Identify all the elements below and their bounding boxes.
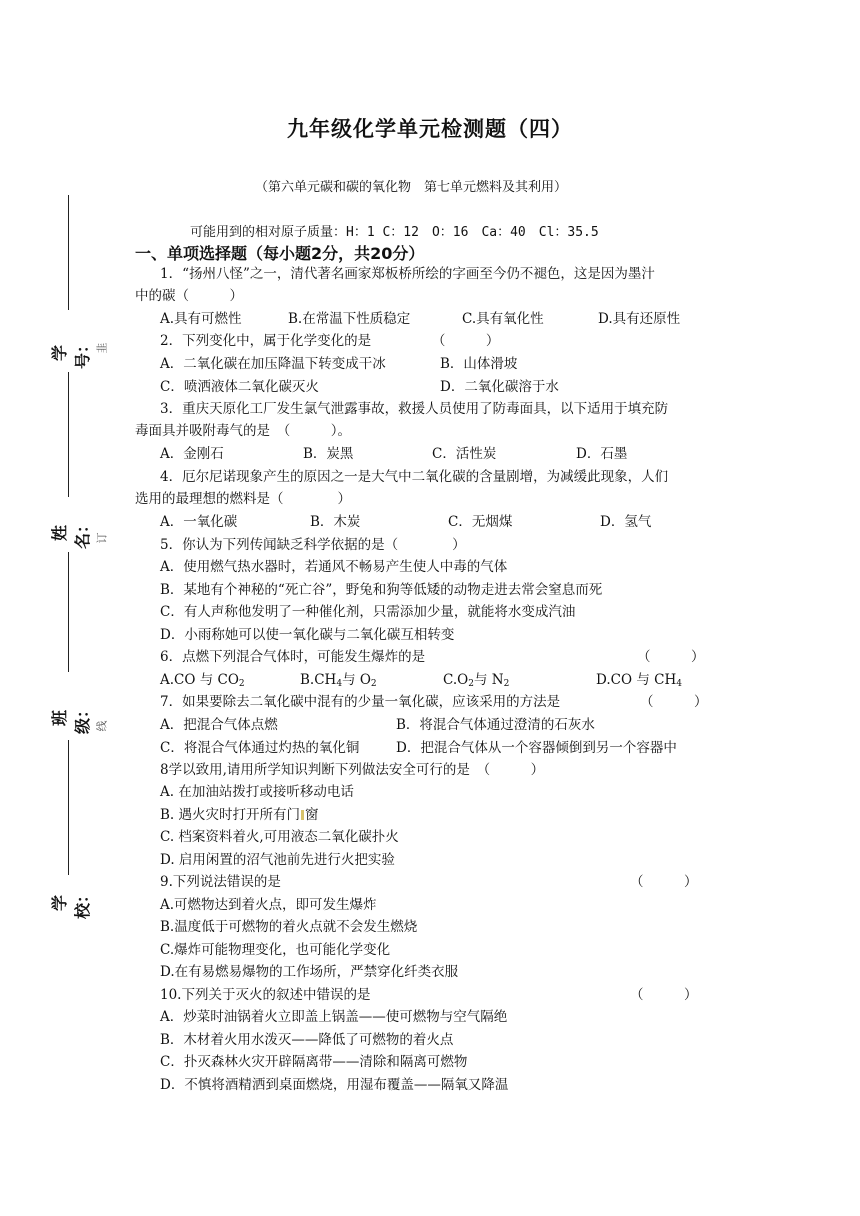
- margin-mark-1: 韭: [95, 342, 109, 354]
- q6-option-b-sub2: 2: [370, 679, 377, 689]
- q10-option-c: C．扑灭森林火灾开辟隔离带——清除和隔离可燃物: [160, 1054, 468, 1070]
- page-title: 九年级化学单元检测题（四）: [287, 117, 573, 141]
- q7-stem: 7．如果要除去二氧化碳中混有的少量一氧化碳，应该采用的方法是: [160, 694, 561, 710]
- margin-label-student-no: 学号：: [50, 337, 92, 370]
- q9-option-a: A.可燃物达到着火点，即可发生爆炸: [160, 897, 377, 913]
- q8-option-c: C. 档案资料着火,可用液态二氧化碳扑火: [160, 829, 399, 845]
- margin-line-1: [68, 195, 69, 310]
- q3-stem-line1: 3．重庆天原化工厂发生氯气泄露事故，救援人员使用了防毒面具，以下适用于填充防: [160, 401, 669, 417]
- q2-stem: 2．下列变化中，属于化学变化的是 （ ）: [160, 333, 500, 349]
- q3-option-c: C．活性炭: [432, 446, 497, 462]
- q6-option-c-text1: C.O: [443, 672, 469, 688]
- q10-paren: （ ）: [630, 987, 698, 1003]
- q1-option-c: C.具有氧化性: [462, 311, 544, 327]
- q6-option-a-sub: 2: [238, 679, 245, 689]
- q2-option-a: A．二氧化碳在加压降温下转变成干冰: [160, 356, 386, 372]
- section-heading: 一、单项选择题（每小题2分，共20分）: [135, 244, 425, 263]
- margin-line-3: [68, 552, 69, 672]
- q6-option-d: [596, 670, 682, 694]
- margin-label-school: 学校：: [50, 887, 92, 920]
- q8-option-b-text-end: 窗: [305, 807, 319, 823]
- q5-option-b: B．某地有个神秘的“死亡谷”，野兔和狗等低矮的动物走进去常会窒息而死: [160, 582, 603, 598]
- q7-option-d: D．把混合气体从一个容器倾倒到另一个容器中: [396, 740, 677, 756]
- q3-option-a: A．金刚石: [160, 446, 224, 462]
- q1-stem-line2: 中的碳（ ）: [135, 288, 243, 304]
- margin-line-4: [68, 740, 69, 875]
- q8-option-b: [160, 805, 319, 825]
- q5-option-c: C．有人声称他发明了一种催化剂，只需添加少量，就能将水变成汽油: [160, 604, 576, 620]
- q7-option-b: B．将混合气体通过澄清的石灰水: [396, 717, 595, 733]
- margin-label-class: 班级：: [50, 702, 92, 735]
- q4-option-c: C．无烟煤: [448, 514, 513, 530]
- q6-option-b: [300, 670, 377, 694]
- q1-stem-line1: 1．“扬州八怪”之一，清代著名画家郑板桥所绘的字画至今仍不褪色，这是因为墨汁: [160, 266, 655, 282]
- q6-option-c-sub1: 2: [468, 679, 474, 689]
- margin-label-name: 姓名：: [50, 517, 92, 550]
- q6-option-c: [443, 670, 509, 694]
- q9-stem: 9.下列说法错误的是: [160, 874, 281, 890]
- q6-option-a: [160, 670, 245, 694]
- margin-mark-3: 线: [95, 720, 109, 732]
- q1-option-d: D.具有还原性: [598, 311, 681, 327]
- margin-line-2: [68, 372, 69, 497]
- q6-option-a-text: A.CO 与 CO: [160, 672, 239, 688]
- q4-option-a: A．一氧化碳: [160, 514, 238, 530]
- q8-option-b-text: B. 遇火灾时打开所有门: [160, 807, 301, 823]
- q5-option-d: D．小雨称她可以使一氧化碳与二氧化碳互相转变: [160, 627, 455, 643]
- q10-option-b: B．木材着火用水泼灭——降低了可燃物的着火点: [160, 1032, 454, 1048]
- q5-option-a: A．使用燃气热水器时，若通风不畅易产生使人中毒的气体: [160, 559, 508, 575]
- q8-stem: 8学以致用,请用所学知识判断下列做法安全可行的是 （ ）: [160, 762, 545, 778]
- q7-option-a: A．把混合气体点燃: [160, 717, 278, 733]
- q4-stem-line2: 选用的最理想的燃料是（ ）: [135, 491, 351, 507]
- q6-stem: 6．点燃下列混合气体时，可能发生爆炸的是: [160, 649, 426, 665]
- q4-stem-line1: 4．厄尔尼诺现象产生的原因之一是大气中二氧化碳的含量剧增，为减缓此现象，人们: [160, 469, 669, 485]
- q8-option-a: A. 在加油站拨打或接听移动电话: [160, 784, 354, 800]
- q9-option-d: D.在有易燃易爆物的工作场所，严禁穿化纤类衣服: [160, 964, 459, 980]
- q7-option-c: C．将混合气体通过灼热的氧化铜: [160, 740, 360, 756]
- q3-stem-line2: 毒面具并吸附毒气的是 （ ）。: [135, 423, 351, 439]
- q6-option-c-text2: 与 N: [473, 672, 504, 688]
- page-subtitle: （第六单元碳和碳的氧化物 第七单元燃料及其利用）: [255, 180, 568, 195]
- q6-paren: （ ）: [637, 649, 705, 665]
- q1-option-b: B.在常温下性质稳定: [288, 311, 411, 327]
- q10-option-d: D．不慎将酒精洒到桌面燃烧，用湿布覆盖——隔氧又降温: [160, 1077, 509, 1093]
- q4-option-b: B．木炭: [310, 514, 361, 530]
- q6-option-d-text: D.CO 与 CH: [596, 672, 677, 688]
- q2-option-d: D．二氧化碳溶于水: [440, 379, 559, 395]
- q4-option-d: D．氢气: [600, 514, 652, 530]
- q10-stem: 10.下列关于灭火的叙述中错误的是: [160, 987, 371, 1003]
- q9-option-c: C.爆炸可能物理变化，也可能化学变化: [160, 942, 391, 958]
- q9-option-b: B.温度低于可燃物的着火点就不会发生燃烧: [160, 919, 418, 935]
- q3-option-d: D．石墨: [576, 446, 628, 462]
- margin-mark-2: 订: [95, 532, 109, 544]
- q6-option-c-sub2: 2: [503, 679, 510, 689]
- q6-option-b-text2: 与 O: [342, 672, 371, 688]
- q1-option-a: A.具有可燃性: [160, 311, 242, 327]
- q2-option-b: B．山体滑坡: [440, 356, 518, 372]
- q2-option-c: C．喷洒液体二氧化碳灭火: [160, 379, 319, 395]
- q8-option-d: D. 启用闲置的沼气池前先进行火把实验: [160, 852, 395, 868]
- q6-option-d-sub: 4: [676, 679, 682, 689]
- q10-option-a: A．炒菜时油锅着火立即盖上锅盖——使可燃物与空气隔绝: [160, 1009, 508, 1025]
- q6-option-b-text1: B.CH: [300, 672, 337, 688]
- q6-option-b-sub1: 4: [336, 679, 343, 689]
- q5-stem: 5．你认为下列传闻缺乏科学依据的是（ ）: [160, 537, 466, 553]
- text-cursor-icon: [301, 810, 304, 820]
- q3-option-b: B．炭黑: [303, 446, 354, 462]
- atomic-masses: 可能用到的相对原子质量：H：1 C：12 O：16 Ca：40 Cl：35.5: [190, 225, 599, 240]
- q9-paren: （ ）: [630, 874, 698, 890]
- q7-paren: （ ）: [640, 694, 708, 710]
